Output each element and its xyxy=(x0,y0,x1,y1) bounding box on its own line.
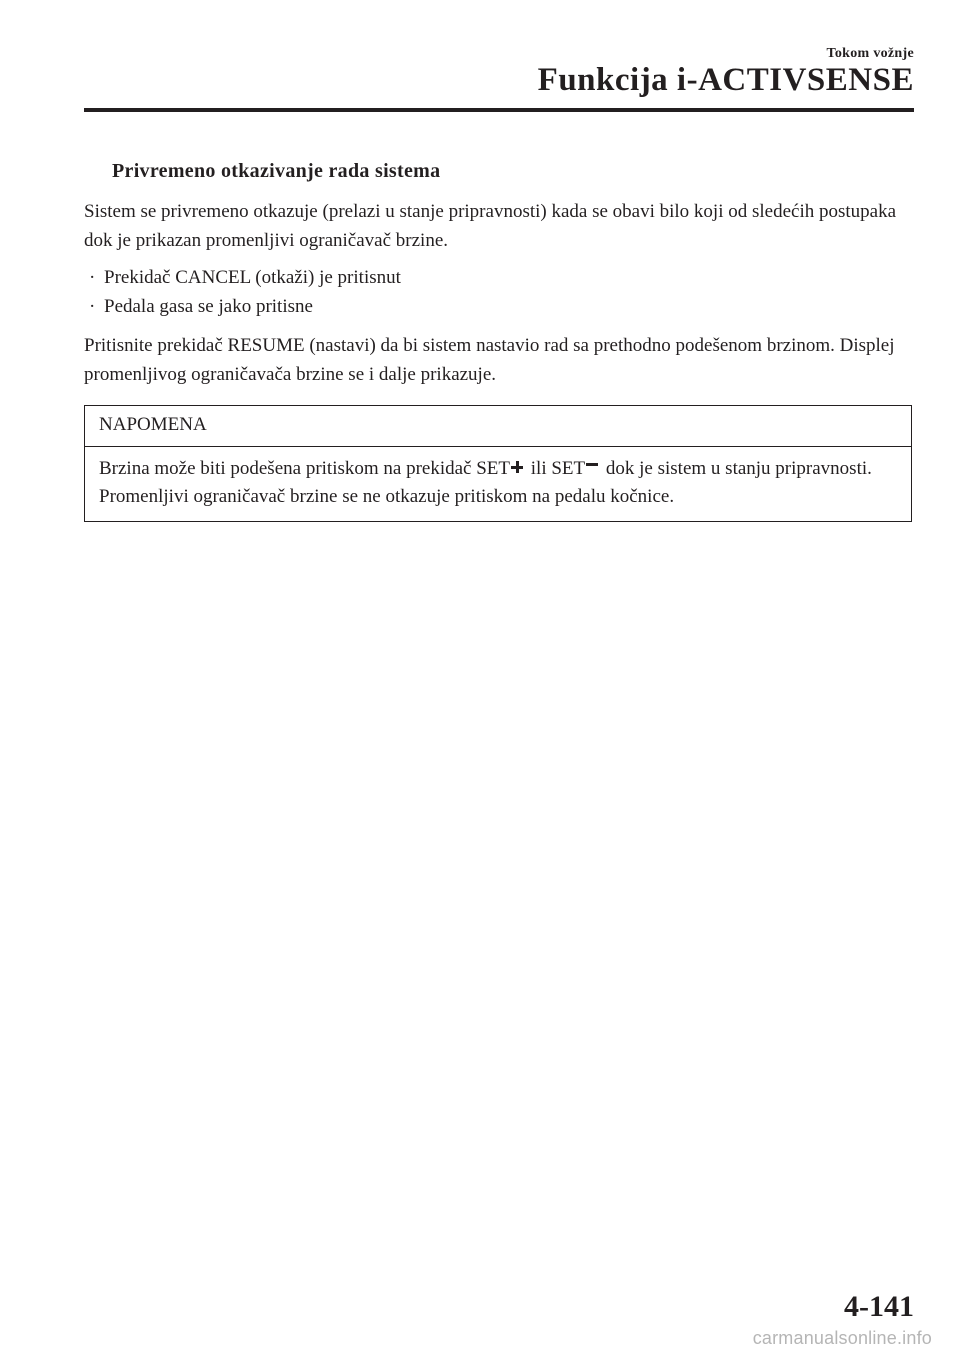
note-title: NAPOMENA xyxy=(85,406,911,447)
list-item xyxy=(84,292,914,321)
resume-paragraph: Pritisnite prekidač RESUME (nastavi) da bi sistem nastavio rad sa prethodno podešenom brzinom. Displej promenljivog ograničavača brzine se i dalje prikazuje. xyxy=(84,335,895,385)
note-box xyxy=(84,405,912,522)
list-item-text: Pedala gasa se jako pritisne xyxy=(104,296,313,317)
section-heading: Privremeno otkazivanje rada sistema xyxy=(112,160,441,182)
page-title: Funkcija i-ACTIVSENSE xyxy=(537,62,914,98)
bullet-dot-icon: · xyxy=(89,267,96,288)
plus-icon xyxy=(511,461,523,473)
watermark: carmanualsonline.info xyxy=(752,1328,932,1348)
list-item-text: Prekidač CANCEL (otkaži) je pritisnut xyxy=(104,267,401,288)
note-text: Brzina može biti podešena pritiskom na prekidač SET xyxy=(99,458,511,479)
note-body xyxy=(85,447,911,521)
list-item xyxy=(84,263,914,292)
main-content xyxy=(84,160,914,522)
note-line-2: Promenljivi ograničavač brzine se ne otkazuje pritiskom na pedalu kočnice. xyxy=(99,486,675,507)
note-text: dok je sistem u stanju pripravnosti. xyxy=(601,458,872,479)
bullet-dot-icon: · xyxy=(89,296,96,317)
header-divider xyxy=(84,108,914,112)
note-text: ili SET xyxy=(526,458,586,479)
intro-paragraph: Sistem se privremeno otkazuje (prelazi u stanje pripravnosti) kada se obavi bilo koji od sledećih postupaka dok je prikazan promenljivi ograničavač brzine. xyxy=(84,201,897,251)
page-number: 4-141 xyxy=(844,1290,914,1323)
condition-list xyxy=(84,263,914,321)
minus-icon xyxy=(586,461,598,473)
chapter-label: Tokom vožnje xyxy=(826,46,914,61)
note-line-1 xyxy=(99,455,897,483)
